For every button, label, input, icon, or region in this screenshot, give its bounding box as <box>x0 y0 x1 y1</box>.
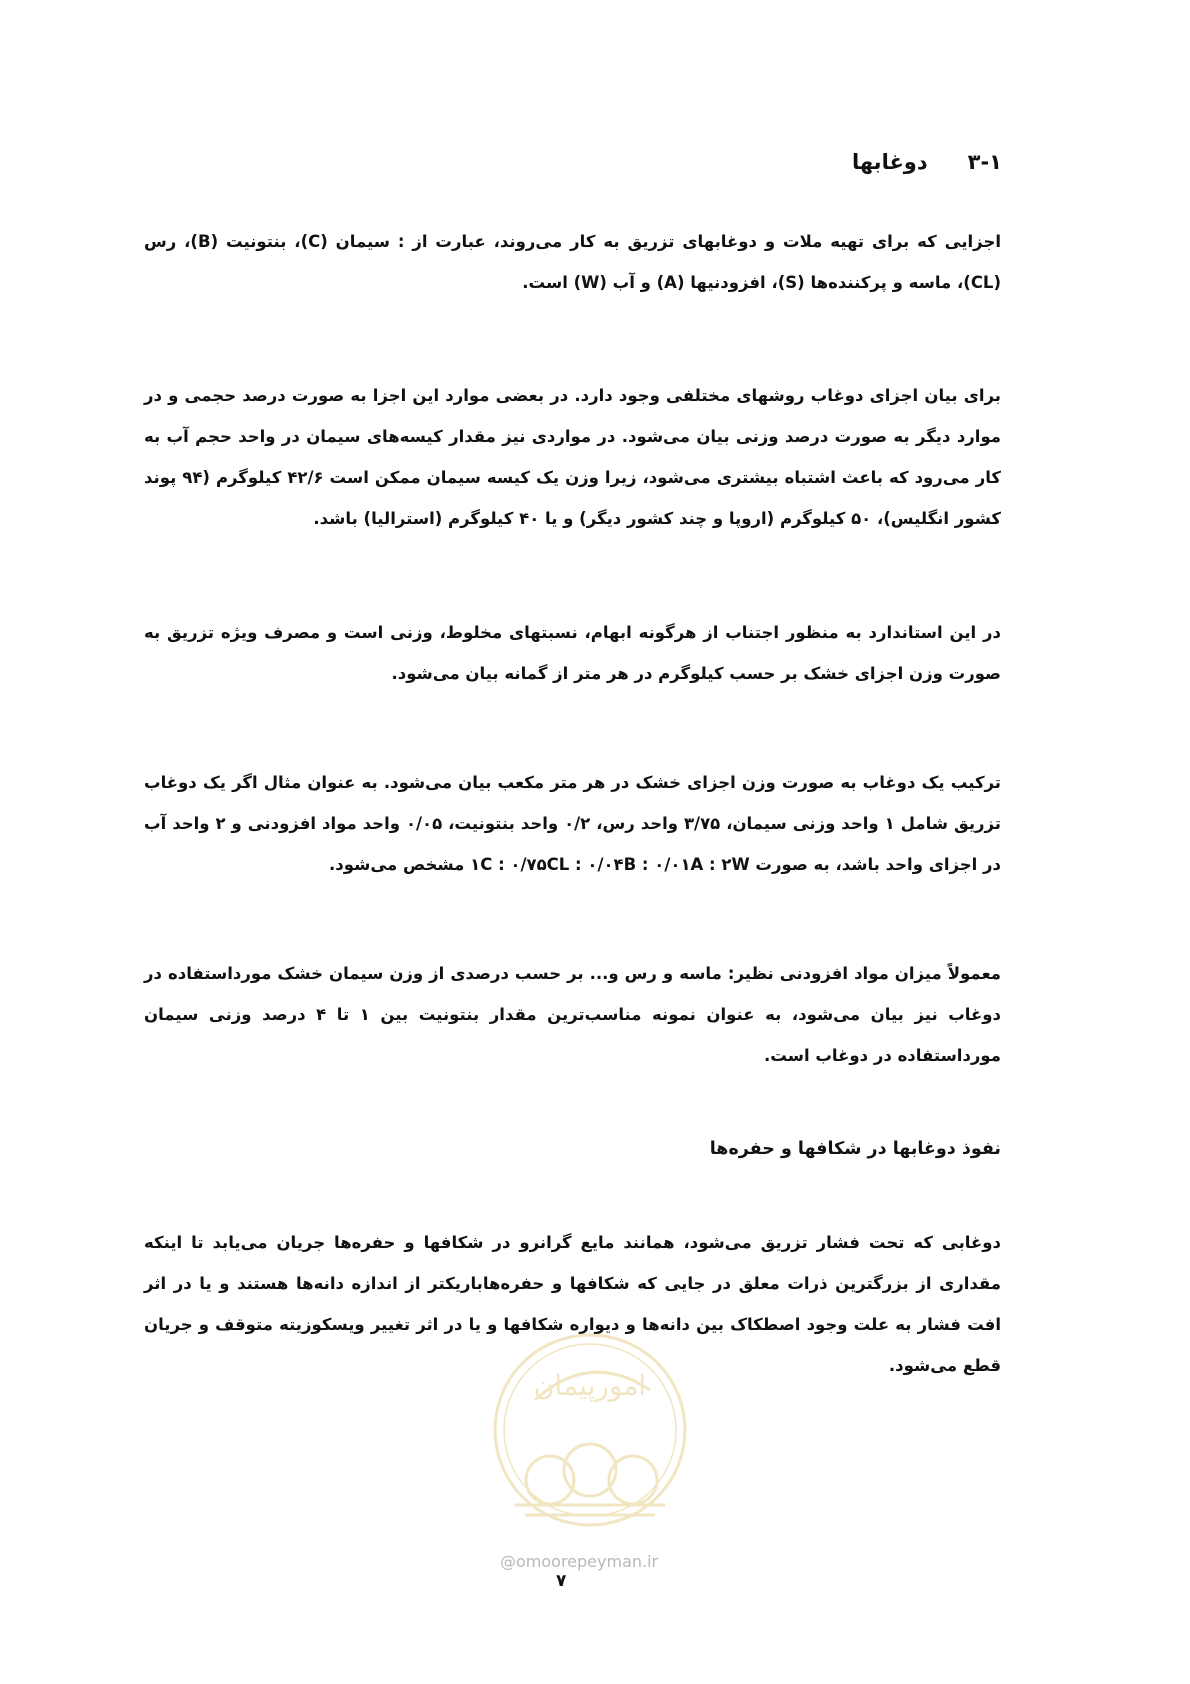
paragraph-3: در این استاندارد به منظور اجتناب از هرگونه ابهام، نسبتهای مخلوط، وزنی است و مصرف ویژه تزریق به صورت وزن اجزای خشک بر حسب کیلوگرم در هر متر از گمانه بیان می‌شود. <box>144 623 1001 683</box>
section-title: دوغابها <box>851 150 928 174</box>
paragraph-5: معمولاً میزان مواد افزودنی نظیر: ماسه و رس و... بر حسب درصدی از وزن سیمان خشک مورداستفاده در دوغاب نیز بیان می‌شود، به عنوان نمونه مناسب‌ترین مقدار بنتونیت بین ۱ تا ۴ درصد وزنی سیمان مورداستفاده در دوغاب است. <box>144 964 1002 1065</box>
section-heading <box>852 150 1002 174</box>
section-number: ۳-۱ <box>967 150 1002 174</box>
watermark-logo-text: امورپیمان <box>533 1369 647 1402</box>
subsection-heading: نفوذ دوغابها در شکافها و حفره‌ها <box>709 1139 1001 1159</box>
watermark-url: @omoorepeyman.ir <box>500 1552 659 1571</box>
watermark-logo <box>485 1320 695 1560</box>
paragraph-6: دوغابی که تحت فشار تزریق می‌شود، همانند مایع گرانرو در شکافها و حفره‌ها جریان می‌یابد تا اینکه مقداری از بزرگترین ذرات معلق در جایی که شکافها و حفره‌هاباریکتر از اندازه دانه‌ها هستند و یا در اثر افت فشار به علت وجود اصطکاک بین دانه‌ها و دیواره شکافها و یا در اثر تغییر ویسکوزیته متوقف و جریان قطع می‌شود. <box>144 1233 1001 1375</box>
paragraph-2: برای بیان اجزای دوغاب روشهای مختلفی وجود دارد. در بعضی موارد این اجزا به صورت درصد حجمی و در موارد دیگر به صورت درصد وزنی بیان می‌شود. در مواردی نیز مقدار کیسه‌های سیمان در واحد حجم آب به کار می‌رود که باعث اشتباه بیشتری می‌شود، زیرا وزن یک کیسه سیمان ممکن است ۴۲/۶ کیلوگرم (۹۴ پوند کشور انگلیس)، ۵۰ کیلوگرم (اروپا و چند کشور دیگر) و یا ۴۰ کیلوگرم (استرالیا) باشد. <box>144 386 1001 528</box>
paragraph-4: ترکیب یک دوغاب به صورت وزن اجزای خشک در هر متر مکعب بیان می‌شود. به عنوان مثال اگر یک دوغاب تزریق شامل ۱ واحد وزنی سیمان، ۳/۷۵ واحد رس، ۰/۲ واحد بنتونیت، ۰/۰۵ واحد مواد افزودنی و ۲ واحد آب در اجزای واحد باشد، به صورت ۱C : ۰/۷۵CL : ۰/۰۴B : ۰/۰۱A : ۲W مشخص می‌شود. <box>144 773 1001 874</box>
page-number: ۷ <box>556 1571 567 1591</box>
paragraph-1: اجزایی که برای تهیه ملات و دوغابهای تزریق به کار می‌روند، عبارت از : سیمان (C)، بنتونیت (B)، رس (CL)، ماسه و پرکننده‌ها (S)، افزودنیها (A) و آب (W) است. <box>144 232 1001 292</box>
